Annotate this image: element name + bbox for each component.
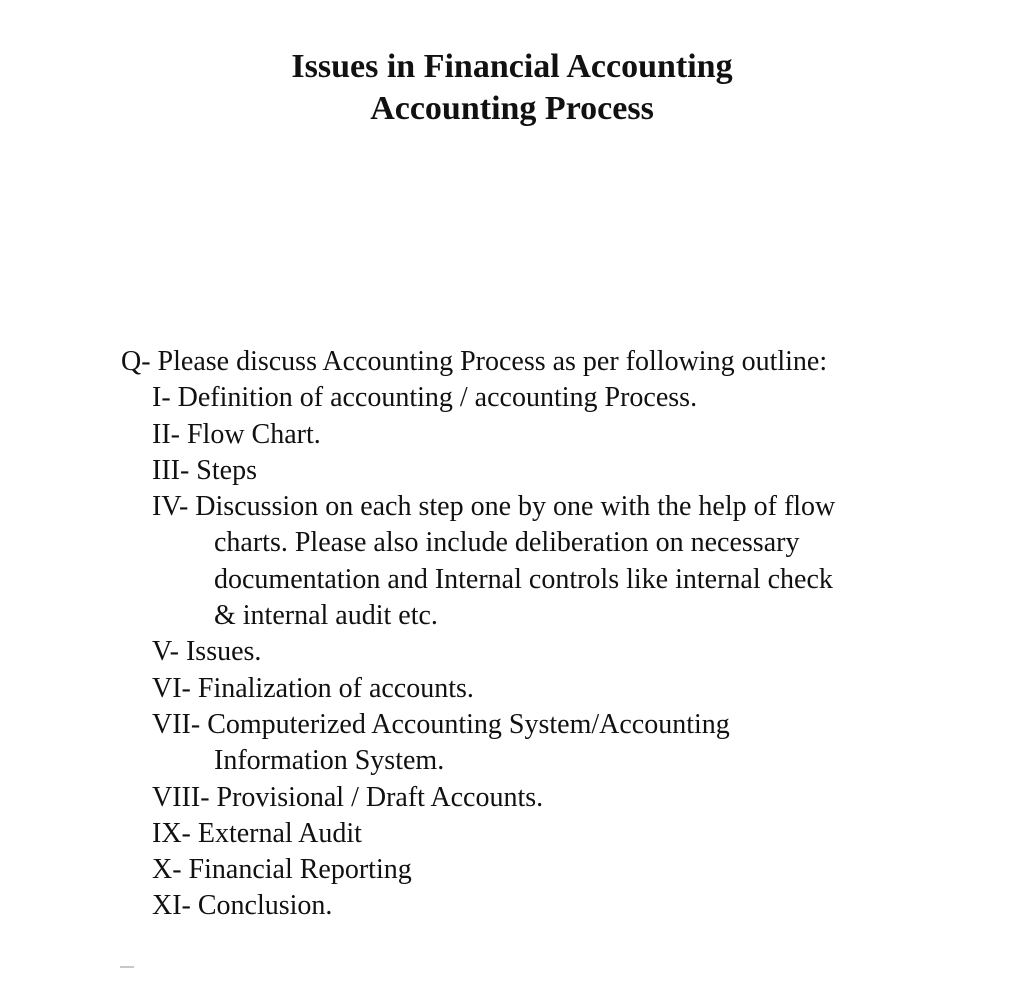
outline-item: VII- Computerized Accounting System/Accounting Information System. bbox=[152, 708, 730, 777]
title-line-2: Accounting Process bbox=[370, 90, 654, 127]
outline-item: X- Financial Reporting bbox=[152, 854, 412, 886]
outline-item: I- Definition of accounting / accounting Process. bbox=[152, 382, 698, 414]
question-text: Q- Please discuss Accounting Process as per following outline: bbox=[121, 346, 828, 377]
outline-item: VI- Finalization of accounts. bbox=[152, 672, 474, 704]
outline-item: IX- External Audit bbox=[152, 817, 362, 849]
outline-item: II- Flow Chart. bbox=[152, 418, 321, 450]
outline-item: V- Issues. bbox=[152, 636, 262, 668]
outline-item: XI- Conclusion. bbox=[152, 890, 333, 922]
outline-item: III- Steps bbox=[152, 454, 257, 486]
document-title bbox=[0, 46, 1024, 130]
outline-item: IV- Discussion on each step one by one with the help of flow charts. Please also include deliberation on necessary documentation and Internal controls like internal check & internal audit etc. bbox=[152, 491, 836, 632]
outline-item: VIII- Provisional / Draft Accounts. bbox=[152, 781, 544, 813]
title-line-1: Issues in Financial Accounting bbox=[291, 48, 733, 85]
scan-mark bbox=[120, 966, 134, 968]
outline-list bbox=[121, 380, 841, 924]
question-block bbox=[121, 344, 841, 925]
